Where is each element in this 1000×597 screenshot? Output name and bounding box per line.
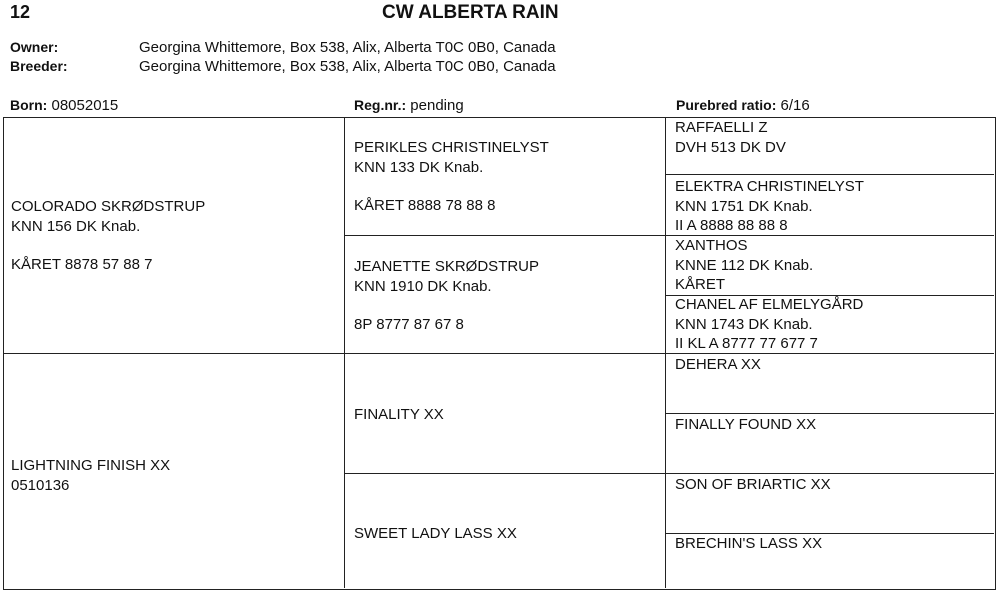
grid-divider [344, 473, 994, 474]
pedigree-cell-dam [11, 456, 170, 495]
ggp-reg: KNNE 112 DK Knab. [675, 256, 814, 274]
sire-sire-extra: KÅRET 8888 78 88 8 [354, 197, 496, 214]
sire-name: COLORADO SKRØDSTRUP [11, 198, 206, 215]
ggp-name: RAFFAELLI Z [675, 119, 768, 136]
pedigree-table [3, 117, 996, 590]
pedigree-cell-ggp [675, 118, 786, 157]
breeder-value: Georgina Whittemore, Box 538, Alix, Alberta T0C 0B0, Canada [139, 58, 556, 75]
grid-divider [344, 235, 994, 236]
dam-reg: 0510136 [11, 476, 70, 494]
sire-reg: KNN 156 DK Knab. [11, 217, 141, 235]
sire-sire-reg: KNN 133 DK Knab. [354, 158, 484, 176]
ggp-reg: KNN 1751 DK Knab. [675, 197, 813, 215]
purebred-field [676, 97, 810, 114]
owner-value: Georgina Whittemore, Box 538, Alix, Alberta T0C 0B0, Canada [139, 39, 556, 56]
purebred-value: 6/16 [780, 97, 810, 114]
sire-sire-name: PERIKLES CHRISTINELYST [354, 139, 549, 156]
pedigree-cell-sire-sire [354, 138, 549, 216]
pedigree-cell-sire [11, 197, 205, 275]
sire-extra: KÅRET 8878 57 88 7 [11, 256, 153, 273]
pedigree-cell-ggp [675, 475, 831, 495]
born-value: 08052015 [51, 97, 119, 114]
reg-label: Reg.nr.: [354, 97, 407, 113]
ggp-name: FINALLY FOUND XX [675, 416, 817, 433]
pedigree-cell-ggp [675, 236, 813, 295]
reg-field [354, 97, 464, 114]
pedigree-cell-ggp [675, 534, 822, 554]
ggp-extra: KÅRET [675, 276, 726, 293]
pedigree-cell-sire-dam [354, 257, 539, 335]
owner-label: Owner: [10, 39, 59, 55]
ggp-name: SON OF BRIARTIC XX [675, 476, 831, 493]
grid-divider [665, 174, 994, 175]
ggp-name: DEHERA XX [675, 356, 761, 373]
pedigree-cell-dam-sire [354, 405, 444, 425]
grid-divider [665, 413, 994, 414]
sire-dam-name: JEANETTE SKRØDSTRUP [354, 258, 540, 275]
catalog-number: 12 [10, 2, 31, 22]
ggp-extra: II A 8888 88 88 8 [675, 217, 788, 234]
ggp-reg: DVH 513 DK DV [675, 138, 786, 156]
sire-dam-extra: 8P 8777 87 67 8 [354, 316, 464, 333]
ggp-extra: II KL A 8777 77 677 7 [675, 335, 818, 352]
ggp-name: XANTHOS [675, 237, 748, 254]
pedigree-cell-ggp [675, 415, 816, 435]
ggp-name: BRECHIN'S LASS XX [675, 535, 823, 552]
purebred-label: Purebred ratio: [676, 97, 777, 113]
ggp-name: CHANEL AF ELMELYGÅRD [675, 296, 864, 313]
pedigree-cell-ggp [675, 295, 863, 354]
pedigree-cell-ggp [675, 177, 864, 236]
reg-value: pending [410, 97, 464, 114]
pedigree-cell-dam-dam [354, 524, 517, 544]
born-label: Born: [10, 97, 48, 113]
pedigree-cell-ggp [675, 355, 761, 375]
dam-dam-name: SWEET LADY LASS XX [354, 525, 517, 542]
born-field [10, 97, 118, 114]
dam-sire-name: FINALITY XX [354, 406, 444, 423]
horse-name-title: CW ALBERTA RAIN [382, 2, 559, 23]
ggp-reg: KNN 1743 DK Knab. [675, 315, 813, 333]
breeder-label: Breeder: [10, 58, 68, 74]
sire-dam-reg: KNN 1910 DK Knab. [354, 277, 492, 295]
ggp-name: ELEKTRA CHRISTINELYST [675, 178, 864, 195]
dam-name: LIGHTNING FINISH XX [11, 457, 171, 474]
